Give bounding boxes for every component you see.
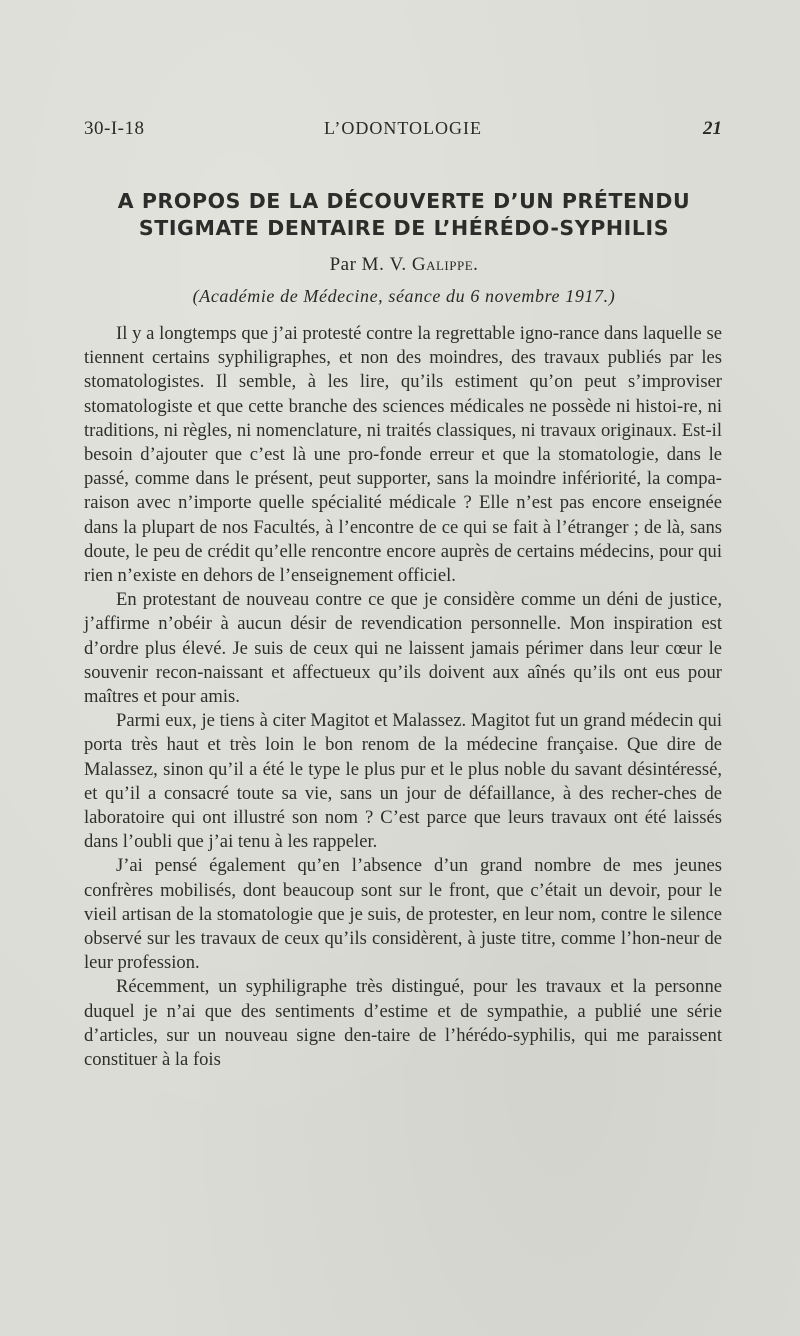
title-line-1: A PROPOS DE LA DÉCOUVERTE D’UN PRÉTENDU	[117, 189, 691, 213]
paragraph-2: En protestant de nouveau contre ce que je considère comme un déni de justice, j’affirme n’obéir à aucun désir de revendication personnelle. Mon inspiration est d’ordre plus élevé. Je suis de ceux qui ne laissent jamais périmer dans leur cœur le souvenir recon-naissant et affectueux qu’ils doivent aux aînés qu’ils ont eus pour maîtres et pour amis.	[84, 589, 722, 708]
byline-prefix: Par M.	[329, 254, 385, 275]
publication-origin: (Académie de Médecine, séance du 6 novembre 1917.)	[192, 286, 616, 306]
paragraph-3: Parmi eux, je tiens à citer Magitot et Malassez. Magitot fut un grand médecin qui porta très haut et très loin le bon renom de la médecine française. Que dire de Malassez, sinon qu’il a été le type le plus pur et le plus noble du savant désintéressé, et qu’il a consacré toute sa vie, sans un jour de défaillance, à des recher-ches de laboratoire qui ont illustré son nom ? C’est parce que leurs travaux ont été laissés dans l’oubli que j’ai tenu à les rappeler.	[84, 710, 722, 853]
paragraph-5: Récemment, un syphiligraphe très distingué, pour les travaux et la personne duquel je n’ai que des sentiments d’estime et de sympathie, a publié une série d’articles, sur un nouveau signe den-taire de l’hérédo-syphilis, qui me paraissent constituer à la fois	[84, 976, 722, 1071]
byline	[84, 254, 724, 276]
issue-date: 30-I-18	[84, 118, 145, 139]
article-body	[84, 322, 722, 1072]
title-line-2: STIGMATE DENTAIRE DE L’HÉRÉDO-SYPHILIS	[138, 216, 670, 240]
running-head	[84, 118, 722, 146]
byline-author: V. Galippe.	[389, 254, 479, 275]
journal-name: L’ODONTOLOGIE	[324, 118, 482, 138]
paragraph-4: J’ai pensé également qu’en l’absence d’un grand nombre de mes jeunes confrères mobilisés, dont beaucoup sont sur le front, que c’était un devoir, pour le vieil artisan de la stomatologie que je suis, de protester, en leur nom, contre le silence observé sur les travaux de ceux qu’ils considèrent, à juste titre, comme l’hon-neur de leur profession.	[84, 855, 722, 974]
page-number: 21	[703, 118, 722, 139]
paragraph-1: Il y a longtemps que j’ai protesté contre la regrettable igno-rance dans laquelle se tiennent certains syphiligraphes, et non des moindres, des travaux publiés par les stomatologistes. Il semble, à les lire, qu’ils estiment qu’on peut s’improviser stomatologiste et que cette branche des sciences médicales ne possède ni histoi-re, ni traditions, ni règles, ni nomenclature, ni traités classiques, ni travaux originaux. Est-il besoin d’ajouter que c’est là une pro-fonde erreur et que la stomatologie, dans le passé, comme dans le présent, peut supporter, sans la moindre infériorité, la compa-raison avec n’importe quelle spécialité médicale ? Elle n’est pas encore enseignée dans la plupart de nos Facultés, à l’encontre de ce qui se fait à l’étranger ; de là, sans doute, le peu de crédit qu’elle rencontre encore auprès de certains médecins, pour qui rien n’existe en dehors de l’enseignement officiel.	[84, 323, 722, 587]
article-title	[84, 188, 724, 242]
